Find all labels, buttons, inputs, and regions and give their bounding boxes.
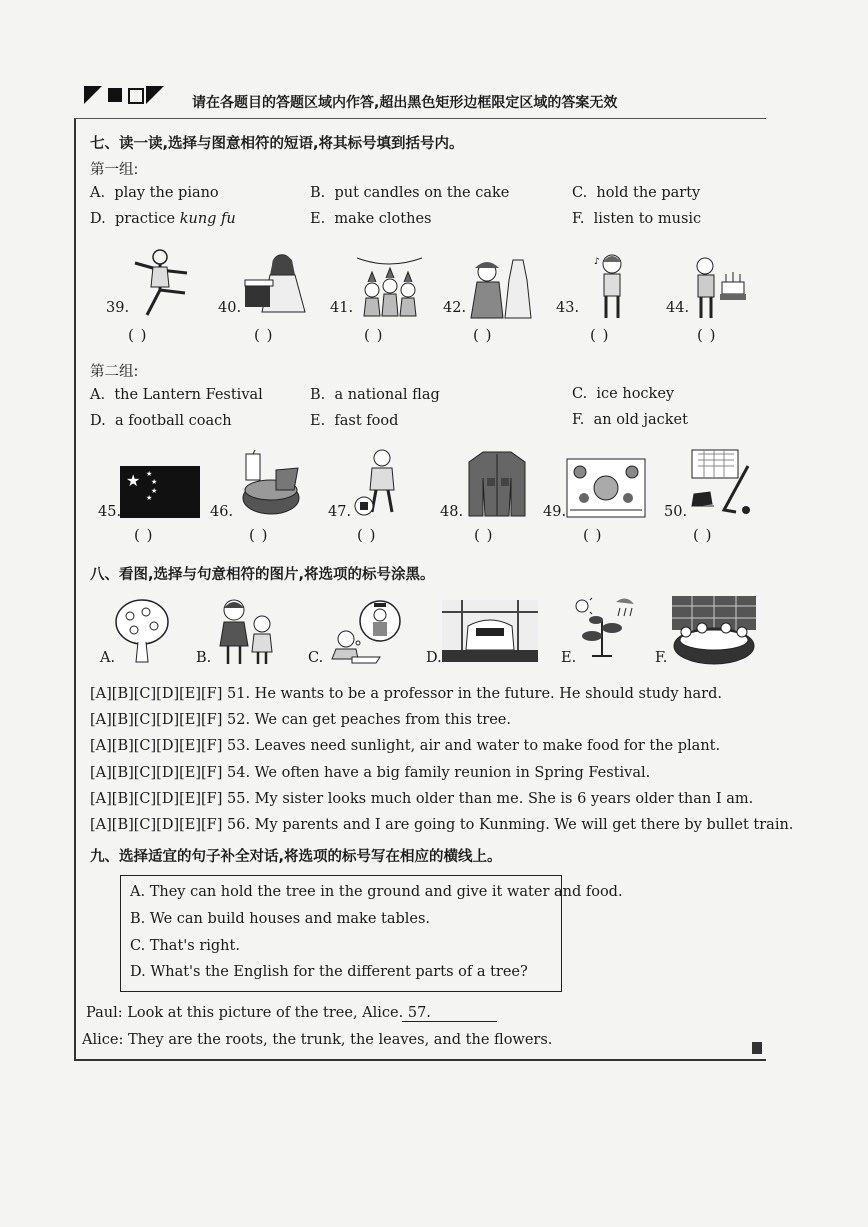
picture-a-label: A.	[100, 650, 116, 666]
bullet-train-picture	[442, 600, 538, 662]
section8-title: 八、看图,选择与句意相符的图片,将选项的标号涂黑。	[90, 567, 435, 583]
question-48-number: 48.	[440, 504, 464, 520]
option-1c: C. hold the party	[572, 185, 701, 201]
answer-45-blank[interactable]: ( )	[134, 526, 154, 544]
option-2e: E. fast food	[310, 413, 399, 429]
bubble-choices[interactable]: [A][B][C][D][E][F]	[90, 817, 223, 833]
listen-music-picture	[592, 252, 632, 320]
birthday-cake-picture	[690, 252, 750, 320]
marker-triangle-icon	[146, 86, 164, 104]
bubble-choices[interactable]: [A][B][C][D][E][F]	[90, 765, 223, 781]
dialogue-option-c: C. That's right.	[130, 938, 240, 954]
make-clothes-picture	[465, 250, 535, 320]
plant-sunlight-picture	[572, 596, 636, 660]
answer-39-blank[interactable]: ( )	[128, 326, 148, 344]
answer-46-blank[interactable]: ( )	[249, 526, 269, 544]
family-reunion-picture	[672, 596, 756, 666]
svg-text:★: ★	[146, 494, 153, 502]
option-2c: C. ice hockey	[572, 386, 675, 402]
dialogue-option-d: D. What's the English for the different parts of a tree?	[130, 964, 528, 980]
question-41-number: 41.	[330, 300, 354, 316]
picture-e-label: E.	[561, 650, 577, 666]
ice-hockey-picture	[688, 446, 758, 518]
old-jacket-picture	[465, 448, 529, 520]
question-44-number: 44.	[666, 300, 690, 316]
picture-b-label: B.	[196, 650, 212, 666]
svg-text:♪: ♪	[594, 257, 600, 267]
question-46-number: 46.	[210, 504, 234, 520]
option-2a: A. the Lantern Festival	[90, 387, 263, 403]
answer-47-blank[interactable]: ( )	[357, 526, 377, 544]
svg-text:★: ★	[146, 470, 153, 478]
question-40-number: 40.	[218, 300, 242, 316]
question-55-row: [A][B][C][D][E][F] 55. My sister looks much older than me. She is 6 years older than I am.	[90, 791, 754, 807]
section7-title: 七、读一读,选择与图意相符的短语,将其标号填到括号内。	[90, 136, 464, 152]
answer-50-blank[interactable]: ( )	[693, 526, 713, 544]
picture-f-label: F.	[655, 650, 668, 666]
professor-dream-picture	[322, 597, 402, 665]
svg-text:★: ★	[151, 487, 158, 495]
question-53-row: [A][B][C][D][E][F] 53. Leaves need sunlight, air and water to make food for the plant.	[90, 738, 721, 754]
bubble-choices[interactable]: [A][B][C][D][E][F]	[90, 686, 223, 702]
marker-hollow-square-icon	[128, 88, 144, 104]
header-notice: 请在各题目的答题区域内作答,超出黑色矩形边框限定区域的答案无效	[192, 95, 618, 111]
answer-40-blank[interactable]: ( )	[254, 326, 274, 344]
question-43-number: 43.	[556, 300, 580, 316]
option-1d: D. practice kung fu	[90, 211, 236, 227]
corner-marker-icon	[752, 1042, 762, 1054]
bubble-choices[interactable]: [A][B][C][D][E][F]	[90, 712, 223, 728]
bubble-choices[interactable]: [A][B][C][D][E][F]	[90, 791, 223, 807]
bubble-choices[interactable]: [A][B][C][D][E][F]	[90, 738, 223, 754]
question-45-number: 45.	[98, 504, 122, 520]
dialogue-option-b: B. We can build houses and make tables.	[130, 911, 431, 927]
picture-d-label: D.	[426, 650, 442, 666]
question-42-number: 42.	[443, 300, 467, 316]
football-coach-picture	[350, 448, 410, 520]
alignment-markers	[84, 84, 164, 106]
option-1e: E. make clothes	[310, 211, 432, 227]
option-2b: B. a national flag	[310, 387, 440, 403]
option-2f: F. an old jacket	[572, 412, 688, 428]
marker-triangle-icon	[84, 86, 102, 104]
marker-filled-square-icon	[108, 88, 122, 102]
answer-41-blank[interactable]: ( )	[364, 326, 384, 344]
option-1a: A. play the piano	[90, 185, 219, 201]
peach-tree-picture	[112, 598, 172, 664]
svg-text:★: ★	[151, 478, 158, 486]
piano-picture	[240, 250, 315, 320]
fast-food-picture	[236, 450, 306, 520]
lantern-festival-picture	[566, 458, 646, 518]
dialogue-line-alice: Alice: They are the roots, the trunk, the leaves, and the flowers.	[82, 1032, 553, 1048]
question-51-row: [A][B][C][D][E][F] 51. He wants to be a professor in the future. He should study hard.	[90, 686, 722, 702]
answer-44-blank[interactable]: ( )	[697, 326, 717, 344]
answer-48-blank[interactable]: ( )	[474, 526, 494, 544]
answer-42-blank[interactable]: ( )	[473, 326, 493, 344]
national-flag-picture	[120, 466, 200, 518]
group2-label: 第二组:	[90, 364, 139, 380]
svg-text:★: ★	[126, 471, 141, 490]
option-2d: D. a football coach	[90, 413, 232, 429]
answer-43-blank[interactable]: ( )	[590, 326, 610, 344]
question-50-number: 50.	[664, 504, 688, 520]
section9-title: 九、选择适宜的句子补全对话,将选项的标号写在相应的横线上。	[90, 849, 502, 865]
question-47-number: 47.	[328, 504, 352, 520]
question-54-row: [A][B][C][D][E][F] 54. We often have a big family reunion in Spring Festival.	[90, 765, 651, 781]
answer-57-blank[interactable]	[402, 1019, 497, 1022]
question-49-number: 49.	[543, 504, 567, 520]
sisters-picture	[212, 596, 280, 666]
party-picture	[352, 250, 427, 320]
option-1b: B. put candles on the cake	[310, 185, 510, 201]
question-56-row: [A][B][C][D][E][F] 56. My parents and I are going to Kunming. We will get there by bullet train.	[90, 817, 794, 833]
kung-fu-picture	[125, 245, 195, 320]
option-1f: F. listen to music	[572, 211, 702, 227]
picture-c-label: C.	[308, 650, 324, 666]
answer-49-blank[interactable]: ( )	[583, 526, 603, 544]
dialogue-line-paul: Paul: Look at this picture of the tree, Alice. 57.	[86, 1005, 431, 1021]
group1-label: 第一组:	[90, 162, 139, 178]
question-39-number: 39.	[106, 300, 130, 316]
question-52-row: [A][B][C][D][E][F] 52. We can get peaches from this tree.	[90, 712, 511, 728]
dialogue-option-a: A. They can hold the tree in the ground and give it water and food.	[130, 884, 623, 900]
